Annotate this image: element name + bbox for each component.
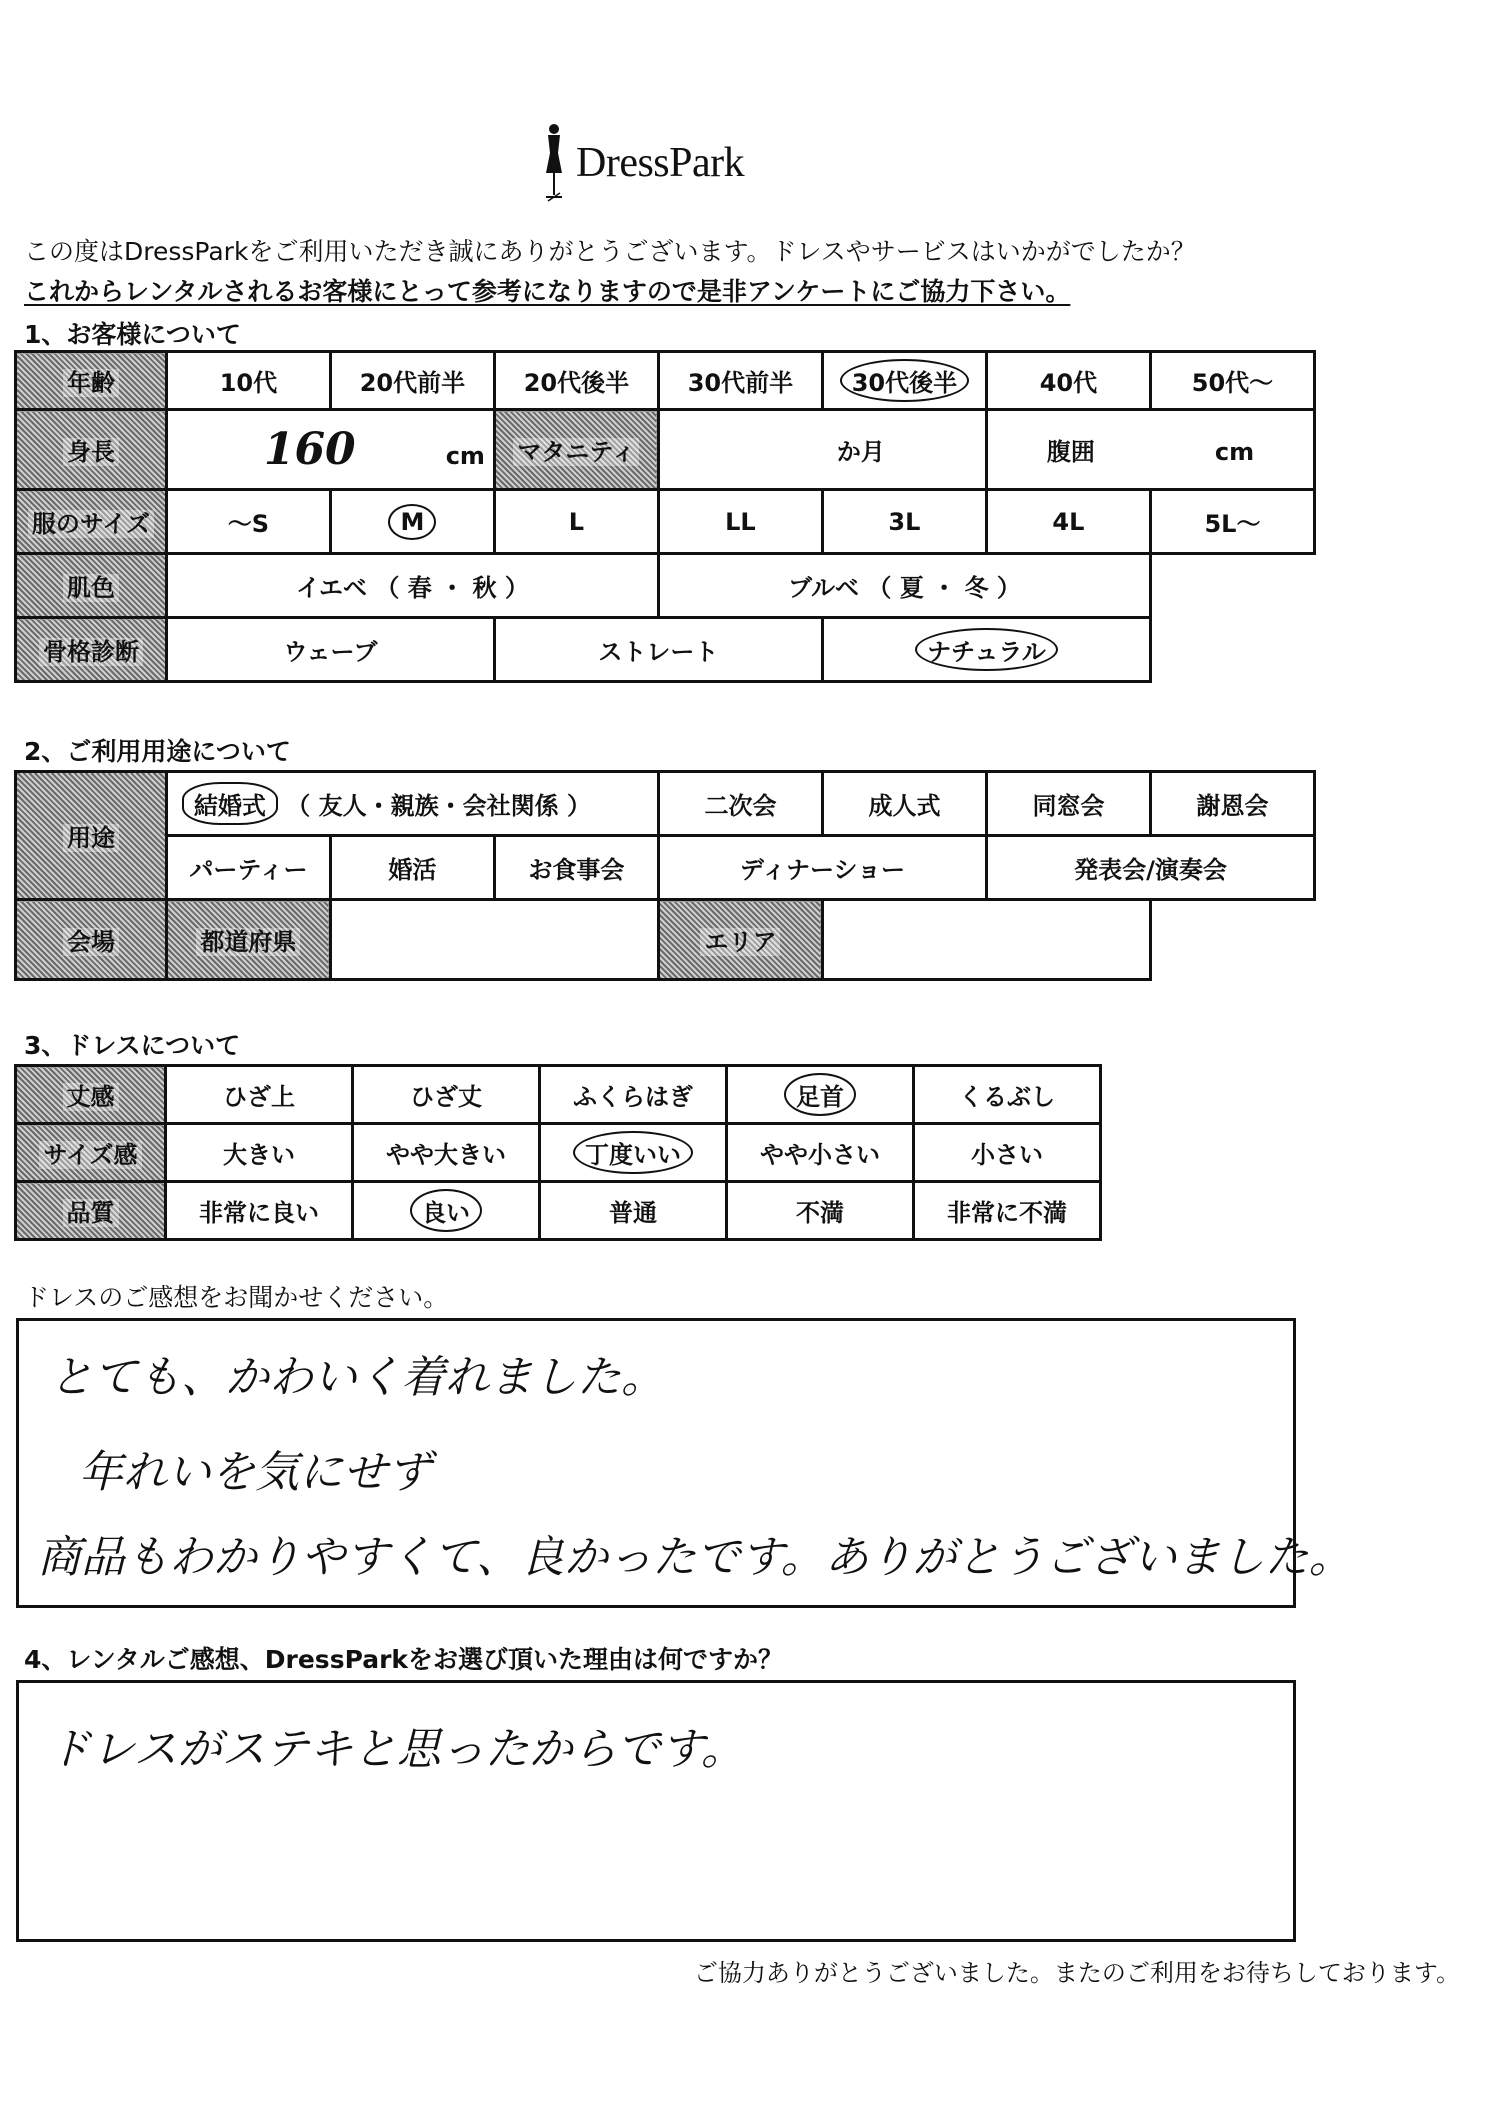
quality-option[interactable]: 非常に良い	[166, 1182, 353, 1240]
age-option[interactable]: 40代	[986, 352, 1150, 410]
empty-cell	[1150, 618, 1314, 682]
skeleton-option[interactable]: ストレート	[494, 618, 822, 682]
feedback-line-3: 商品もわかりやすくて、良かったです。ありがとうございました。	[37, 1532, 1353, 1583]
wedding-detail: （ 友人・親族・会社関係 ）	[286, 792, 591, 820]
quality-header: 品質	[16, 1182, 166, 1240]
length-option-selected[interactable]	[727, 1066, 914, 1124]
intro-line-2: これからレンタルされるお客様にとって参考になりますので是非アンケートにご協力下さい。	[24, 277, 1071, 306]
skeleton-header: 骨格診断	[16, 618, 167, 682]
feedback-prompt: ドレスのご感想をお聞かせください。	[24, 1283, 449, 1312]
waist-field[interactable]	[986, 410, 1314, 490]
feedback-line-1: とても、かわいく着れました。	[49, 1352, 665, 1403]
purpose-header: 用途	[16, 772, 167, 900]
venue-header: 会場	[16, 900, 167, 980]
footer-thanks: ご協力ありがとうございました。またのご利用をお待ちしております。	[693, 1959, 1460, 1987]
section-1-title: 1、お客様について	[24, 320, 241, 349]
skin-blue[interactable]: ブルベ （ 夏 ・ 冬 ）	[658, 554, 1150, 618]
selection-circle: 良い	[410, 1189, 482, 1232]
waist-label: 腹囲	[1046, 438, 1095, 466]
age-header: 年齢	[16, 352, 167, 410]
purpose-option[interactable]: 二次会	[658, 772, 822, 836]
selection-circle: 丁度いい	[573, 1131, 693, 1174]
fit-header: サイズ感	[16, 1124, 166, 1182]
fit-option-selected[interactable]	[540, 1124, 727, 1182]
feedback-box[interactable]	[16, 1318, 1353, 1608]
section-4-title: 4、レンタルご感想、DressParkをお選び頂いた理由は何ですか？	[24, 1645, 784, 1674]
height-unit: cm	[445, 442, 485, 470]
dress-table	[14, 1064, 1102, 1241]
size-option[interactable]: LL	[658, 490, 822, 554]
intro-line-1: この度はDressParkをご利用いただき誠にありがとうございます。ドレスやサービスはいかがでしたか？	[24, 237, 1196, 266]
age-option[interactable]: 30代前半	[658, 352, 822, 410]
purpose-option[interactable]: 同窓会	[986, 772, 1150, 836]
purpose-option[interactable]: パーティー	[166, 836, 330, 900]
purpose-option[interactable]: 発表会/演奏会	[986, 836, 1314, 900]
length-option[interactable]: ふくらはぎ	[540, 1066, 727, 1124]
maternity-header: マタニティ	[494, 410, 658, 490]
wedding-option[interactable]	[166, 772, 658, 836]
fit-option[interactable]: やや大きい	[353, 1124, 540, 1182]
size-header: 服のサイズ	[16, 490, 167, 554]
purpose-option[interactable]: 成人式	[822, 772, 986, 836]
quality-option[interactable]: 普通	[540, 1182, 727, 1240]
prefecture-header: 都道府県	[166, 900, 330, 980]
age-option-selected[interactable]	[822, 352, 986, 410]
size-option[interactable]: L	[494, 490, 658, 554]
skin-header: 肌色	[16, 554, 167, 618]
empty-cell	[1150, 900, 1314, 980]
skeleton-option-selected[interactable]	[822, 618, 1150, 682]
reason-answer: ドレスがステキと思ったからです。	[47, 1724, 745, 1775]
reason-box[interactable]	[16, 1680, 1296, 1942]
brand-logo	[540, 118, 744, 208]
empty-cell	[1150, 554, 1314, 618]
length-option[interactable]: ひざ上	[166, 1066, 353, 1124]
area-header: エリア	[658, 900, 822, 980]
waist-unit: cm	[1214, 438, 1255, 466]
quality-option-selected[interactable]	[353, 1182, 540, 1240]
size-option[interactable]: 5L〜	[1150, 490, 1314, 554]
skin-yellow[interactable]: イエベ （ 春 ・ 秋 ）	[166, 554, 658, 618]
purpose-option[interactable]: 謝恩会	[1150, 772, 1314, 836]
size-option[interactable]: 〜S	[166, 490, 330, 554]
section-2-title: 2、ご利用用途について	[24, 737, 291, 766]
selection-circle: 結婚式	[182, 782, 278, 825]
age-option[interactable]: 20代前半	[330, 352, 494, 410]
customer-table	[14, 350, 1316, 683]
height-header: 身長	[16, 410, 167, 490]
length-header: 丈感	[16, 1066, 166, 1124]
purpose-option[interactable]: ディナーショー	[658, 836, 986, 900]
prefecture-field[interactable]	[330, 900, 658, 980]
brand-name: DressPark	[576, 140, 745, 186]
section-3-title: 3、ドレスについて	[24, 1031, 241, 1060]
age-option[interactable]: 50代〜	[1150, 352, 1314, 410]
height-field[interactable]	[166, 410, 494, 490]
dress-form-icon	[540, 123, 568, 203]
selection-circle: ナチュラル	[915, 628, 1058, 671]
quality-option[interactable]: 非常に不満	[914, 1182, 1101, 1240]
length-option[interactable]: ひざ丈	[353, 1066, 540, 1124]
age-option[interactable]: 10代	[166, 352, 330, 410]
fit-option[interactable]: やや小さい	[727, 1124, 914, 1182]
selection-circle: M	[388, 504, 436, 540]
skeleton-option[interactable]: ウェーブ	[166, 618, 494, 682]
area-field[interactable]	[822, 900, 1150, 980]
age-option[interactable]: 20代後半	[494, 352, 658, 410]
selection-circle: 30代後半	[840, 359, 969, 402]
purpose-option[interactable]: お食事会	[494, 836, 658, 900]
quality-option[interactable]: 不満	[727, 1182, 914, 1240]
size-option[interactable]: 4L	[986, 490, 1150, 554]
height-value: 160	[263, 424, 356, 475]
fit-option[interactable]: 小さい	[914, 1124, 1101, 1182]
selection-circle: 足首	[784, 1073, 856, 1116]
size-option[interactable]: 3L	[822, 490, 986, 554]
maternity-months-field[interactable]: か月	[658, 410, 986, 490]
fit-option[interactable]: 大きい	[166, 1124, 353, 1182]
size-option-selected[interactable]	[330, 490, 494, 554]
length-option[interactable]: くるぶし	[914, 1066, 1101, 1124]
purpose-table	[14, 770, 1316, 981]
feedback-line-2: 年れいを気にせず	[79, 1447, 431, 1498]
purpose-option[interactable]: 婚活	[330, 836, 494, 900]
